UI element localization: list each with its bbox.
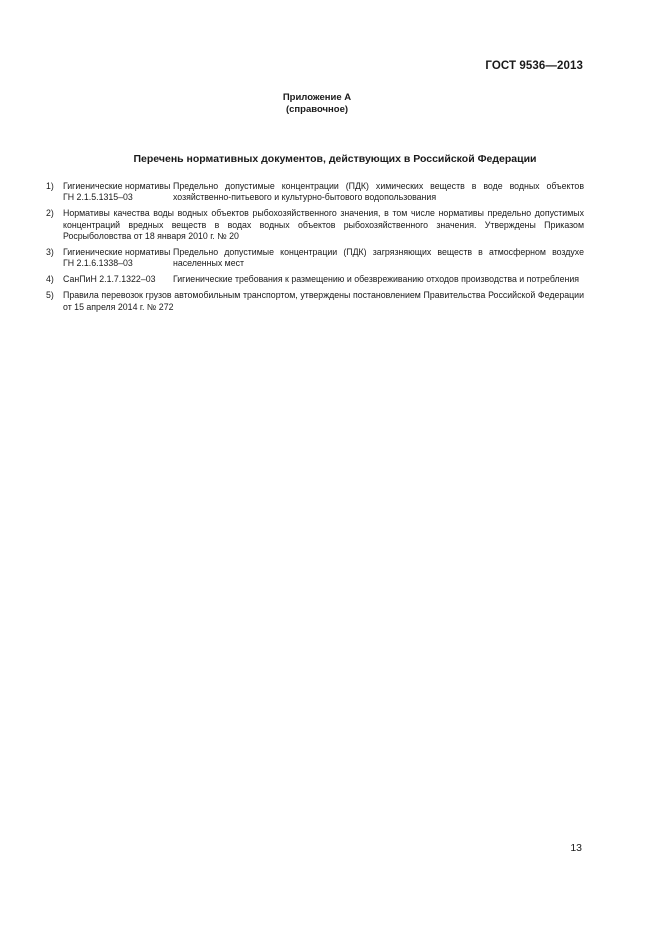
- list-item-number: 1): [46, 181, 54, 191]
- list-item-number: 5): [46, 290, 54, 301]
- list-item: [46, 181, 584, 204]
- list-item-code: [63, 274, 173, 285]
- code-line: Гигиенические нормативы: [63, 181, 171, 191]
- page-number: 13: [570, 842, 582, 854]
- list-item-description: Гигиенические требования к размещению и обезвреживанию отходов производства и потребления: [173, 274, 580, 285]
- code-line: СанПиН 2.1.7.1322–03: [63, 274, 156, 285]
- list-item: [46, 247, 584, 270]
- annex-heading: Перечень нормативных документов, действующих в Российской Федерации: [133, 153, 537, 165]
- list-item: [46, 208, 584, 242]
- code-line: Гигиенические нормативы: [63, 247, 171, 258]
- list-item-number: 4): [46, 274, 54, 285]
- list-item-description: Предельно допустимые концентрации (ПДК) химических веществ в воде водных объектов хозяйственно-питьевого и культурно-бытового водопользования: [173, 181, 584, 203]
- annex-header: [0, 92, 634, 116]
- list-item-number: 2): [46, 208, 54, 219]
- document-code: ГОСТ 9536—2013: [485, 60, 583, 72]
- list-item: [46, 290, 584, 313]
- annex-kind: (справочное): [285, 104, 349, 115]
- normative-documents-list: [46, 181, 584, 318]
- list-item-number: 3): [46, 247, 54, 258]
- annex-title: Приложение А: [282, 92, 352, 103]
- list-item-description: Предельно допустимые концентрации (ПДК) загрязняющих веществ в атмосферном воздухе населенных мест: [173, 247, 584, 269]
- code-line: ГН 2.1.6.1338–03: [63, 258, 133, 269]
- list-item-code: [63, 181, 173, 204]
- code-line: ГН 2.1.5.1315–03: [63, 192, 133, 203]
- list-item-text: Нормативы качества воды водных объектов рыбохозяйственного значения, в том числе нормативы предельно допустимых концентраций вредных веществ в водах водных объектов рыбохозяйственного значения. Утверждены Приказом Росрыболовства от 18 января 2010 г. № 20: [63, 208, 584, 242]
- list-item-code: [63, 247, 173, 270]
- list-item: [46, 274, 584, 285]
- list-item-text: Правила перевозок грузов автомобильным транспортом, утверждены постановлением Правительства Российской Федерации от 15 апреля 2014 г. № 272: [63, 290, 584, 312]
